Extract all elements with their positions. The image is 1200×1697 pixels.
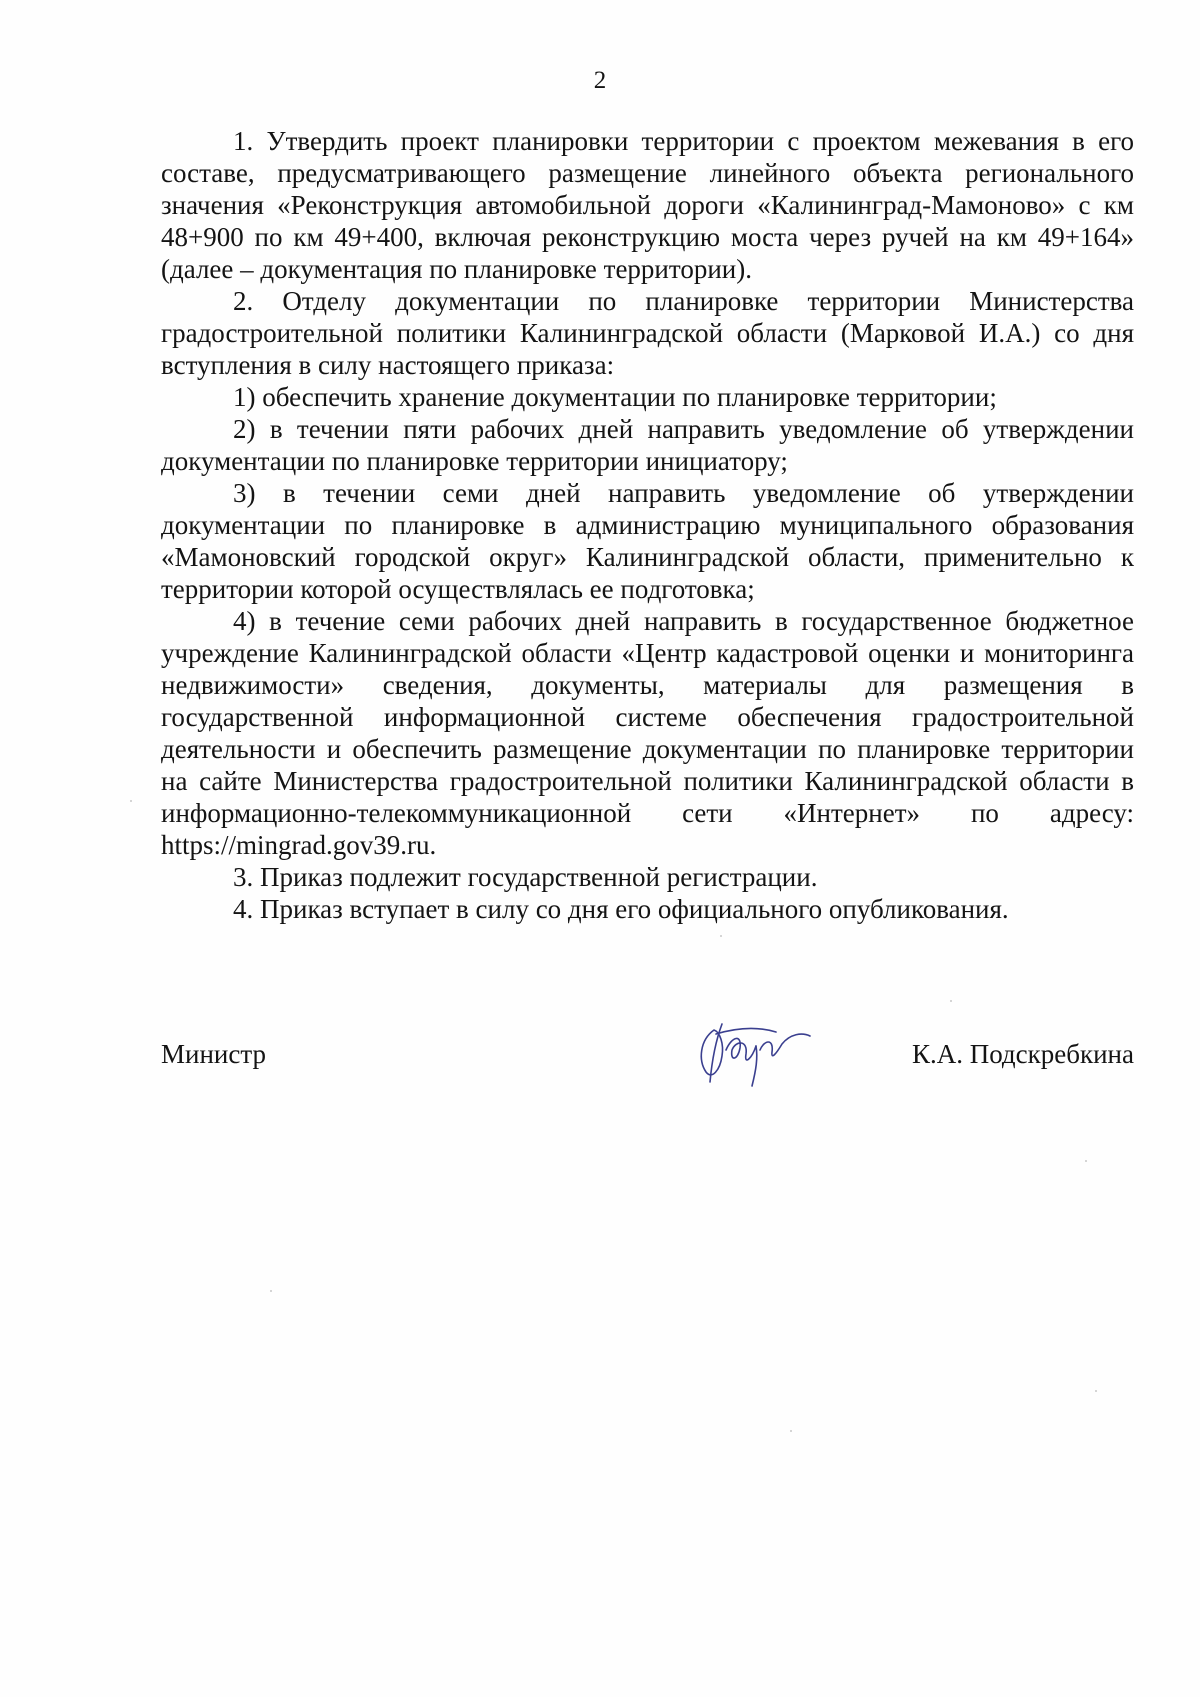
subitem-2-notify-initiator: 2) в течении пяти рабочих дней направить уведомление об утверждении документации по планировке территории инициатору; <box>161 414 1134 476</box>
paragraph-3-registration: 3. Приказ подлежит государственной регистрации. <box>233 862 818 892</box>
document-body <box>161 125 1134 925</box>
paragraph-4-entry-into-force: 4. Приказ вступает в силу со дня его официального опубликования. <box>233 894 1009 924</box>
scan-speck <box>1085 1160 1087 1162</box>
subitem-4-publish-documentation: 4) в течение семи рабочих дней направить в государственное бюджетное учреждение Калининградской области «Центр кадастровой оценки и мониторинга недвижимости» сведения, документы, материалы для размещения в государственной информационной системе обеспечения градостроительной деятельности и обеспечить размещение документации по планировке территории на сайте Министерства градостроительной политики Калининградской области в информационно-телекоммуникационной сети «Интернет» по адресу: https://mingrad.gov39.ru. <box>161 606 1134 860</box>
scan-speck <box>1095 1390 1097 1392</box>
signatory-title: Министр <box>161 1039 266 1069</box>
paragraph-2-department-duties: 2. Отделу документации по планировке территории Министерства градостроительной политики Калининградской области (Марковой И.А.) со дня вступления в силу настоящего приказа: <box>161 286 1134 380</box>
scan-speck <box>790 1430 792 1432</box>
scan-speck <box>950 1000 952 1002</box>
subitem-3-notify-administration: 3) в течении семи дней направить уведомление об утверждении документации по планировке в администрацию муниципального образования «Мамоновский городской округ» Калининградской области, применительно к территории которой осуществлялась ее подготовка; <box>161 478 1134 604</box>
scan-speck <box>720 935 722 937</box>
scan-speck <box>270 1290 272 1292</box>
page-number: 2 <box>593 67 607 94</box>
scan-speck <box>130 800 132 802</box>
paragraph-1-approve-project: 1. Утвердить проект планировки территории с проектом межевания в его составе, предусматривающего размещение линейного объекта регионального значения «Реконструкция автомобильной дороги «Калининград-Мамоново» с км 48+900 по км 49+400, включая реконструкцию моста через ручей на км 49+164» (далее – документация по планировке территории). <box>161 126 1134 284</box>
signature-block <box>161 1010 1134 1070</box>
signatory-name: К.А. Подскребкина <box>911 1039 1134 1069</box>
handwritten-signature <box>686 1010 816 1090</box>
subitem-1-storage: 1) обеспечить хранение документации по планировке территории; <box>233 382 997 412</box>
